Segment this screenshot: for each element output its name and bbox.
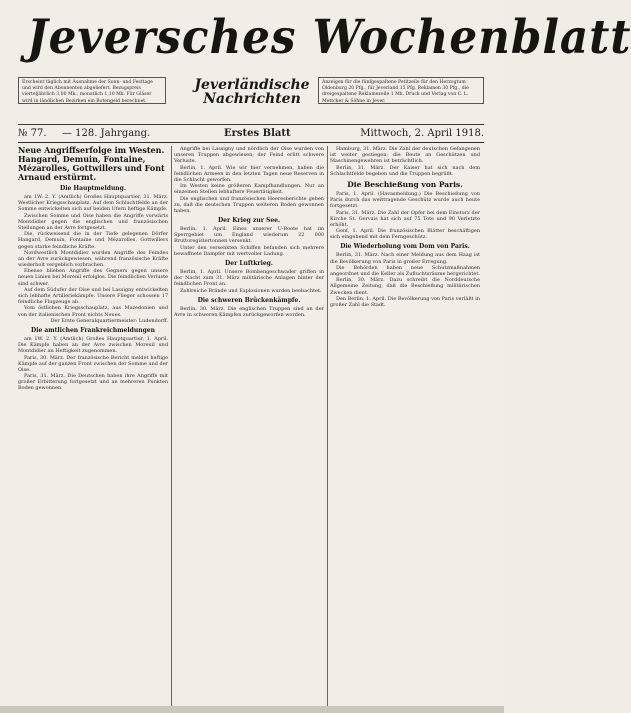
article-paragraph: Im Westen keine größeren Kampfhandlungen. Nur an einzelnen Stellen lebhaftere Feuertätigkeit.: [174, 183, 324, 196]
column-separator: [171, 146, 172, 706]
article-paragraph: Nordwestlich Montdidier wurden Angriffe des Feindes an der Avre zurückgewiesen, während französische Kräfte wiederholt vergeblich vorbrachen.: [18, 249, 168, 269]
subtitle-line-1: Jeverländische: [194, 77, 310, 93]
article-paragraph: Auf dem Südufer der Oise und bei Lassigny entwickelten sich lebhafte Artilleriekämpfe. Unsere Flieger schossen 17 feindliche Flugzeuge ab.: [18, 286, 168, 306]
column-subheading: Die Hauptmeldung.: [60, 185, 126, 192]
subtitle-line-2: Nachrichten: [203, 91, 301, 107]
article-paragraph: Paris, 30. März. Der französische Bericht meldet heftige Kämpfe auf der ganzen Front zwischen der Somme und der Oise.: [18, 354, 168, 373]
article-paragraph: Genf, 1. April. Die französischen Blätter beschäftigen sich eingehend mit dem Ferngeschütz.: [330, 228, 480, 241]
column-subheading: Die amtlichen Frankreichmeldungen: [31, 326, 155, 334]
article-paragraph: Die Behörden haben neue Schutzmaßnahmen angeordnet und die Keller als Zufluchtsräume hergerichtet.: [330, 264, 480, 277]
article-paragraph: Paris, 31. März. Die Deutschen haben ihre Angriffe mit großer Erbitterung fortgesetzt und an mehreren Punkten Boden gewonnen.: [18, 373, 168, 392]
article-paragraph: Zahlreiche Brände und Explosionen wurden beobachtet.: [180, 287, 322, 294]
article-paragraph: Vom östlichen Kriegsschauplatz, aus Mazedonien und von der italienischen Front nichts Neues.: [18, 305, 168, 318]
lead-headline: Neue Angriffserfolge im Westen. Hangard, Demuin, Fontaine, Mézarolles, Gottwillers und Font Arnaud erstürmt.: [18, 145, 165, 182]
article-paragraph: Berlin, 1. April. Eines unserer U-Boote hat im Sperrgebiet um England wiederum 22 000 Bruttoregistertonnen versenkt.: [174, 226, 324, 245]
article-paragraph: Ebenso blieben Angriffe des Gegners gegen unsere neuen Linien bei Moreuil erfolglos. Die feindlichen Verluste sind schwer.: [18, 268, 168, 287]
article-paragraph: Berlin, 30. März. Die englischen Truppen sind an der Avre in schweren Kämpfen zurückgeworfen worden.: [174, 305, 324, 318]
article-column-2: [174, 146, 324, 706]
section-heading: Die schweren Brückenkämpfe.: [197, 296, 301, 304]
article-paragraph: Die, rückweisend die in der Tiefe gelegenen Dörfer Hangard, Demuin, Fontaine und Mézarolles, Gottwillers gegen starke feindliche Kräfte.: [18, 231, 168, 250]
section-heading: Die Wiederholung vom Dom von Paris.: [340, 243, 470, 251]
issue-info-bar: [18, 127, 484, 141]
article-paragraph: Berlin, 1. April. Unsere Bombengeschwader griffen in der Nacht zum 31. März militärische Anlagen hinter der feindlichen Front an.: [174, 269, 324, 288]
section-heading: Der Luftkrieg.: [225, 260, 273, 267]
column-separator: [327, 146, 328, 706]
article-paragraph: Die englischen und französischen Heeresberichte geben zu, daß die deutschen Truppen weiteren Boden gewonnen haben.: [174, 195, 324, 214]
article-paragraph: Hamburg, 31. März. Die Zahl der deutschen Gefangenen ist weiter gestiegen; die Beute an Geschützen und Maschinengewehren ist beträchtlich.: [330, 146, 480, 165]
issue-year: — 128. Jahrgang.: [62, 128, 151, 139]
section-heading: Der Krieg zur See.: [217, 217, 281, 225]
article-paragraph: Paris, 31. März. Die Zahl der Opfer bei dem Einsturz der Kirche St. Gervais hat sich auf 75 Tote und 90 Verletzte erhöht.: [330, 209, 480, 228]
section-heading: Die Beschießung von Paris.: [347, 179, 463, 189]
masthead-title: Jeversches Wochenblatt: [27, 10, 631, 65]
subscription-notice: Erscheint täglich mit Ausnahme der Sonn- und Festtage und wird den Abonnenten abgeliefert. Bezugspreis vierteljährlich 3,00 Mk., monatlich 1,10 Mk. Für Gläser wird in ländlichen Bezirken ein Botengeld berechnet.: [18, 77, 166, 104]
article-paragraph: Zwischen Somme und Oise haben die Angriffe vorwärts Montdidier gegen die englischen und französischen Stellungen an der Avre fortgesetzt.: [18, 212, 168, 231]
advertising-notice: Anzeigen für die fünfgespaltene Petitzeile für den Herzogtum Oldenburg 20 Pfg., für Jeverland 15 Pfg. Reklamen 30 Pfg., die dreigespaltene Reklamezeile 1 Mk. Druck und Verlag von C. L. Mettcker & Söhne in Jever.: [318, 77, 484, 104]
article-paragraph: am 1W. 2. Y. (Amtlich) Großes Hauptquartier, 1. April. Die Kämpfe haben an der Avre zwischen Moreuil und Montdidier an Heftigkeit zugenommen.: [18, 335, 168, 355]
article-paragraph: Berlin, 31. März. Der Kaiser hat sich nach dem Schlachtfelde begeben und die Truppen begrüßt.: [330, 164, 480, 177]
article-paragraph: Paris, 1. April. (Havasmeldung.) Die Beschießung von Paris durch das weittragende Geschütz wurde auch heute fortgesetzt.: [330, 190, 480, 210]
sheet-label: Erstes Blatt: [224, 128, 291, 139]
article-signature: Der Erste Generalquartiermeister: Ludendorff.: [50, 317, 168, 324]
issue-number: № 77.: [18, 128, 47, 139]
article-paragraph: Angriffe bei Lassigny und nördlich der Oise wurden von unseren Truppen abgewiesen; der Feind erlitt schwere Verluste.: [174, 146, 324, 165]
article-paragraph: Berlin, 1. April. Wie wir hier vernehmen, haben die feindlichen Armeen in den letzten Tagen neue Reserven in die Schlacht geworfen.: [174, 164, 324, 183]
top-rule: [18, 124, 484, 125]
article-column-3: [330, 146, 480, 706]
info-rule: [18, 142, 484, 143]
article-paragraph: Berlin, 31. März. Nach einer Meldung aus dem Haag ist die Bevölkerung von Paris in großer Erregung.: [330, 252, 480, 265]
article-paragraph: am 1W. 2. Y. (Amtlich) Großes Hauptquartier, 31. März. Westlicher Kriegsschauplatz. Auf dem Schlachtfelde an der Somme entwickelten sich auf beiden Ufern heftige Kämpfe.: [18, 194, 168, 213]
page-bottom-edge: [0, 706, 504, 713]
issue-date: Mittwoch, 2. April 1918.: [360, 128, 484, 139]
article-paragraph: Berlin, 30. März. Dazu schreibt die Norddeutsche Allgemeine Zeitung, daß die Beschießung militärischen Zwecken dient.: [330, 277, 480, 296]
article-column-1: [18, 146, 168, 706]
article-paragraph: Den Berlin, 1. April. Die Bevölkerung von Paris verläßt in großer Zahl die Stadt.: [330, 295, 480, 308]
article-paragraph: Unter den versenkten Schiffen befanden sich mehrere bewaffnete Dampfer mit wertvoller Ladung.: [174, 244, 324, 257]
